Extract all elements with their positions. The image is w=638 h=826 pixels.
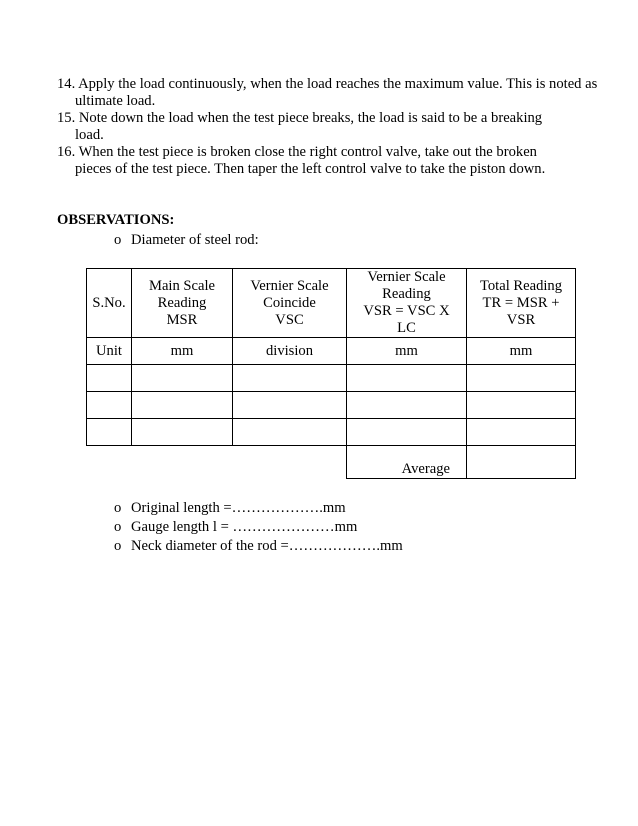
table-row (87, 392, 576, 419)
step-16-line-1: 16. When the test piece is broken close the right control valve, take out the broken (57, 144, 537, 160)
average-value-cell (467, 446, 576, 479)
unit-cell: mm (347, 338, 467, 365)
step-15-line-2: load. (75, 127, 104, 143)
empty-cell (132, 419, 233, 446)
step-14-line-2: ultimate load. (75, 93, 156, 109)
step-15 (57, 110, 617, 144)
header-line: Vernier Scale (367, 269, 446, 285)
empty-cell (467, 419, 576, 446)
header-vsc (233, 269, 347, 338)
gauge-length-item (114, 519, 357, 536)
bullet-icon: o (114, 538, 122, 554)
observation-table (86, 268, 576, 479)
diameter-item (114, 232, 259, 249)
bullet-icon: o (114, 500, 122, 516)
unit-cell: division (233, 338, 347, 365)
header-line: VSC (275, 311, 304, 328)
step-15-line-1: 15. Note down the load when the test piece breaks, the load is said to be a breaking (57, 110, 543, 126)
step-14-line-1: 14. Apply the load continuously, when the load reaches the maximum value. This is noted as (57, 76, 598, 92)
spacer-cell (87, 446, 132, 479)
step-16-line-2: pieces of the test piece. Then taper the left control valve to take the piston down. (75, 161, 546, 177)
empty-cell (87, 365, 132, 392)
bullet-icon: o (114, 232, 122, 248)
table-row (87, 365, 576, 392)
empty-cell (467, 365, 576, 392)
header-line: Main Scale (148, 277, 216, 294)
header-line: Reading (157, 294, 207, 311)
header-line: S.No. (92, 294, 126, 311)
table-row (87, 419, 576, 446)
average-label: Average (347, 446, 467, 479)
average-row (87, 446, 576, 479)
empty-cell (467, 392, 576, 419)
unit-cell: mm (132, 338, 233, 365)
empty-cell (87, 419, 132, 446)
empty-cell (132, 365, 233, 392)
bullet-icon: o (114, 519, 122, 535)
original-length-item (114, 500, 346, 517)
header-sno (87, 269, 132, 338)
gauge-length-text: Gauge length l = …………………mm (131, 519, 358, 535)
empty-cell (132, 392, 233, 419)
header-line: Vernier Scale (250, 277, 329, 294)
step-14 (57, 76, 617, 110)
empty-cell (233, 365, 347, 392)
table-header-row (87, 269, 576, 338)
observations-heading: OBSERVATIONS: (57, 212, 175, 228)
diameter-item-text: Diameter of steel rod: (131, 232, 259, 248)
empty-cell (87, 392, 132, 419)
header-line: VSR (506, 311, 536, 328)
header-line: Coincide (263, 294, 316, 311)
header-msr (132, 269, 233, 338)
header-line: VSR = VSC X (363, 303, 450, 319)
empty-cell (347, 365, 467, 392)
header-line: Total Reading (479, 277, 563, 294)
neck-diameter-text: Neck diameter of the rod =……………….mm (131, 538, 403, 554)
procedure-steps (57, 76, 617, 178)
header-line: Reading (382, 286, 431, 302)
original-length-text: Original length =……………….mm (131, 500, 346, 516)
spacer-cell (233, 446, 347, 479)
spacer-cell (132, 446, 233, 479)
empty-cell (233, 419, 347, 446)
empty-cell (347, 419, 467, 446)
empty-cell (347, 392, 467, 419)
unit-row (87, 338, 576, 365)
step-16 (57, 144, 617, 178)
neck-diameter-item (114, 538, 403, 555)
header-line: MSR (166, 311, 198, 328)
header-line: TR = MSR + (482, 294, 560, 311)
header-vsr (347, 269, 467, 338)
unit-cell: mm (467, 338, 576, 365)
empty-cell (233, 392, 347, 419)
header-total-reading (467, 269, 576, 338)
header-line: LC (397, 320, 416, 336)
unit-cell: Unit (87, 338, 132, 365)
